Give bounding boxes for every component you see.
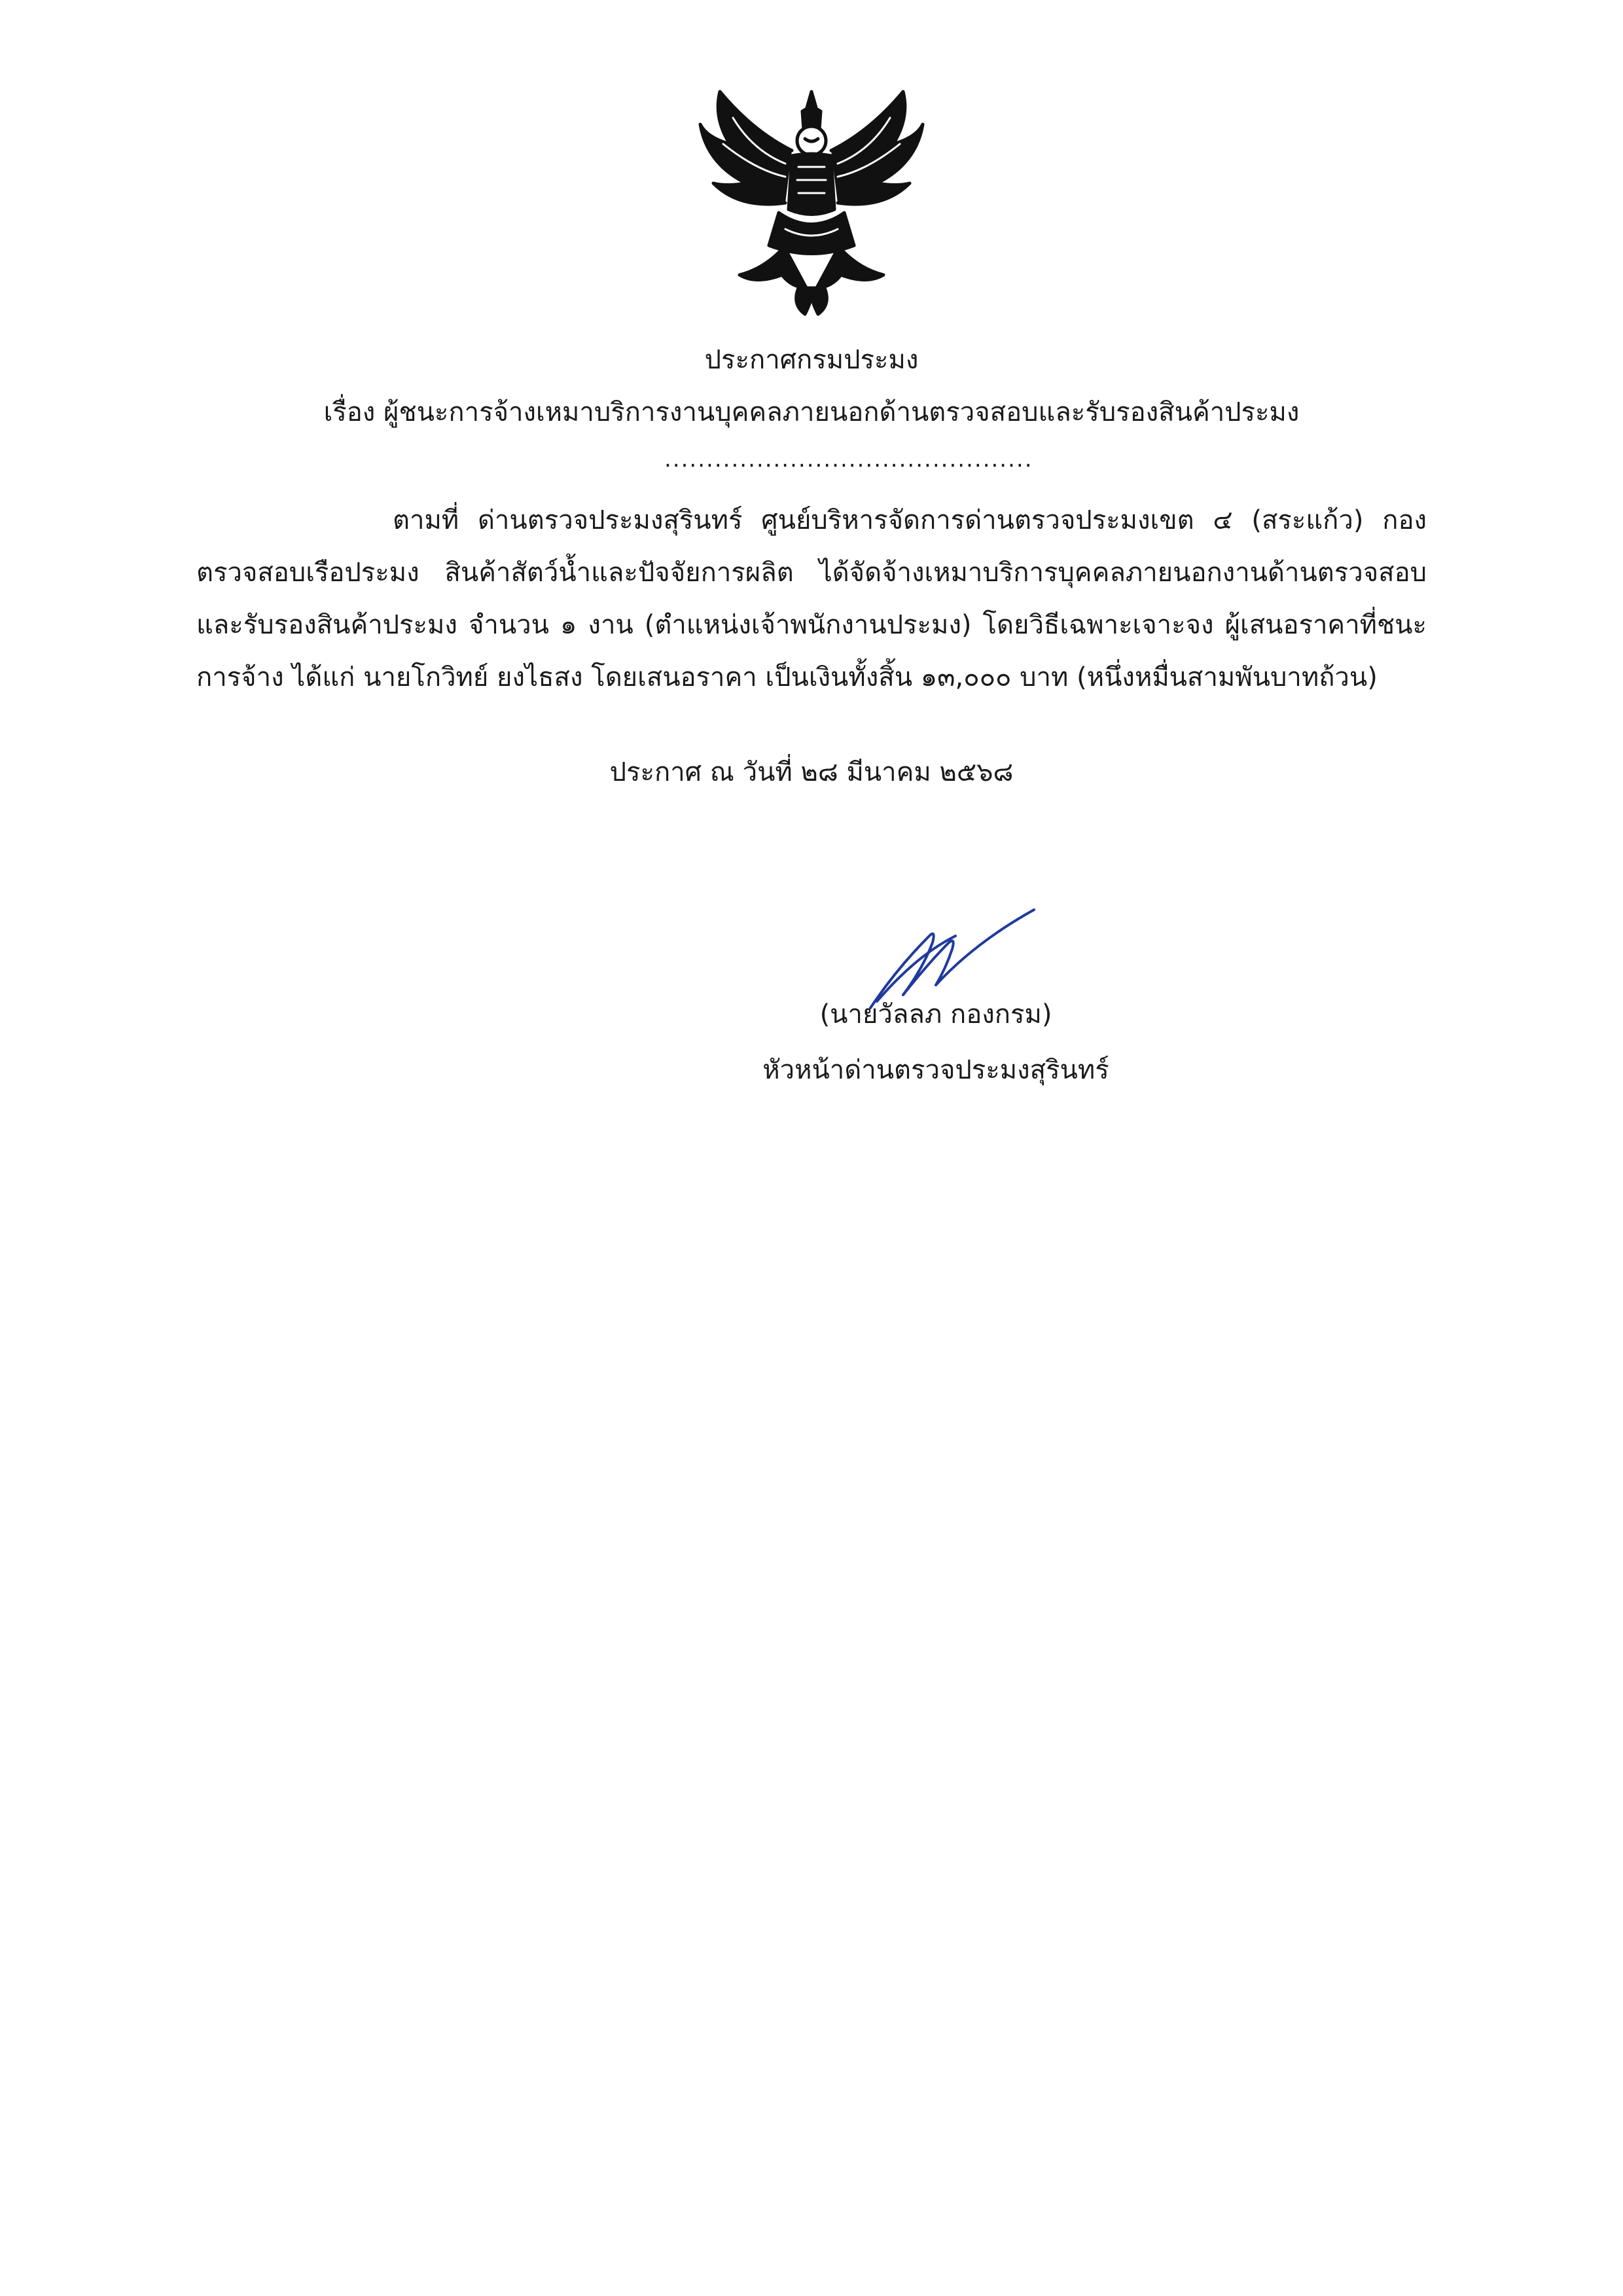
- announcement-body: ตามที่ ด่านตรวจประมงสุรินทร์ ศูนย์บริหารจัดการด่านตรวจประมงเขต ๔ (สระแก้ว) กองตรวจสอบเรือประมง สินค้าสัตว์น้ำและปัจจัยการผลิต ได้จัดจ้างเหมาบริการบุคคลภายนอกงานด้านตรวจสอบและรับรองสินค้าประมง จำนวน ๑ งาน (ตำแหน่งเจ้าพนักงานประมง) โดยวิธีเฉพาะเจาะจง ผู้เสนอราคาที่ชนะการจ้าง ได้แก่ นายโกวิทย์ ยงไธสง โดยเสนอราคา เป็นเงินทั้งสิ้น ๑๓,๐๐๐ บาท (หนึ่งหมื่นสามพันบาทถ้วน): [196, 505, 1427, 692]
- garuda-emblem-icon: [694, 79, 929, 321]
- signer-title: หัวหน้าด่านตรวจประมงสุรินทร์: [762, 1055, 1109, 1085]
- document-subject: เรื่อง ผู้ชนะการจ้างเหมาบริการงานบุคคลภายนอกด้านตรวจสอบและรับรองสินค้าประมง: [323, 397, 1300, 427]
- document-title: ประกาศกรมประมง: [704, 345, 919, 375]
- separator-line: ............................................: [664, 446, 1033, 473]
- announcement-date: ประกาศ ณ วันที่ ๒๘ มีนาคม ๒๕๖๘: [609, 757, 1014, 787]
- signer-name: (นายวัลลภ กองกรม): [819, 999, 1052, 1030]
